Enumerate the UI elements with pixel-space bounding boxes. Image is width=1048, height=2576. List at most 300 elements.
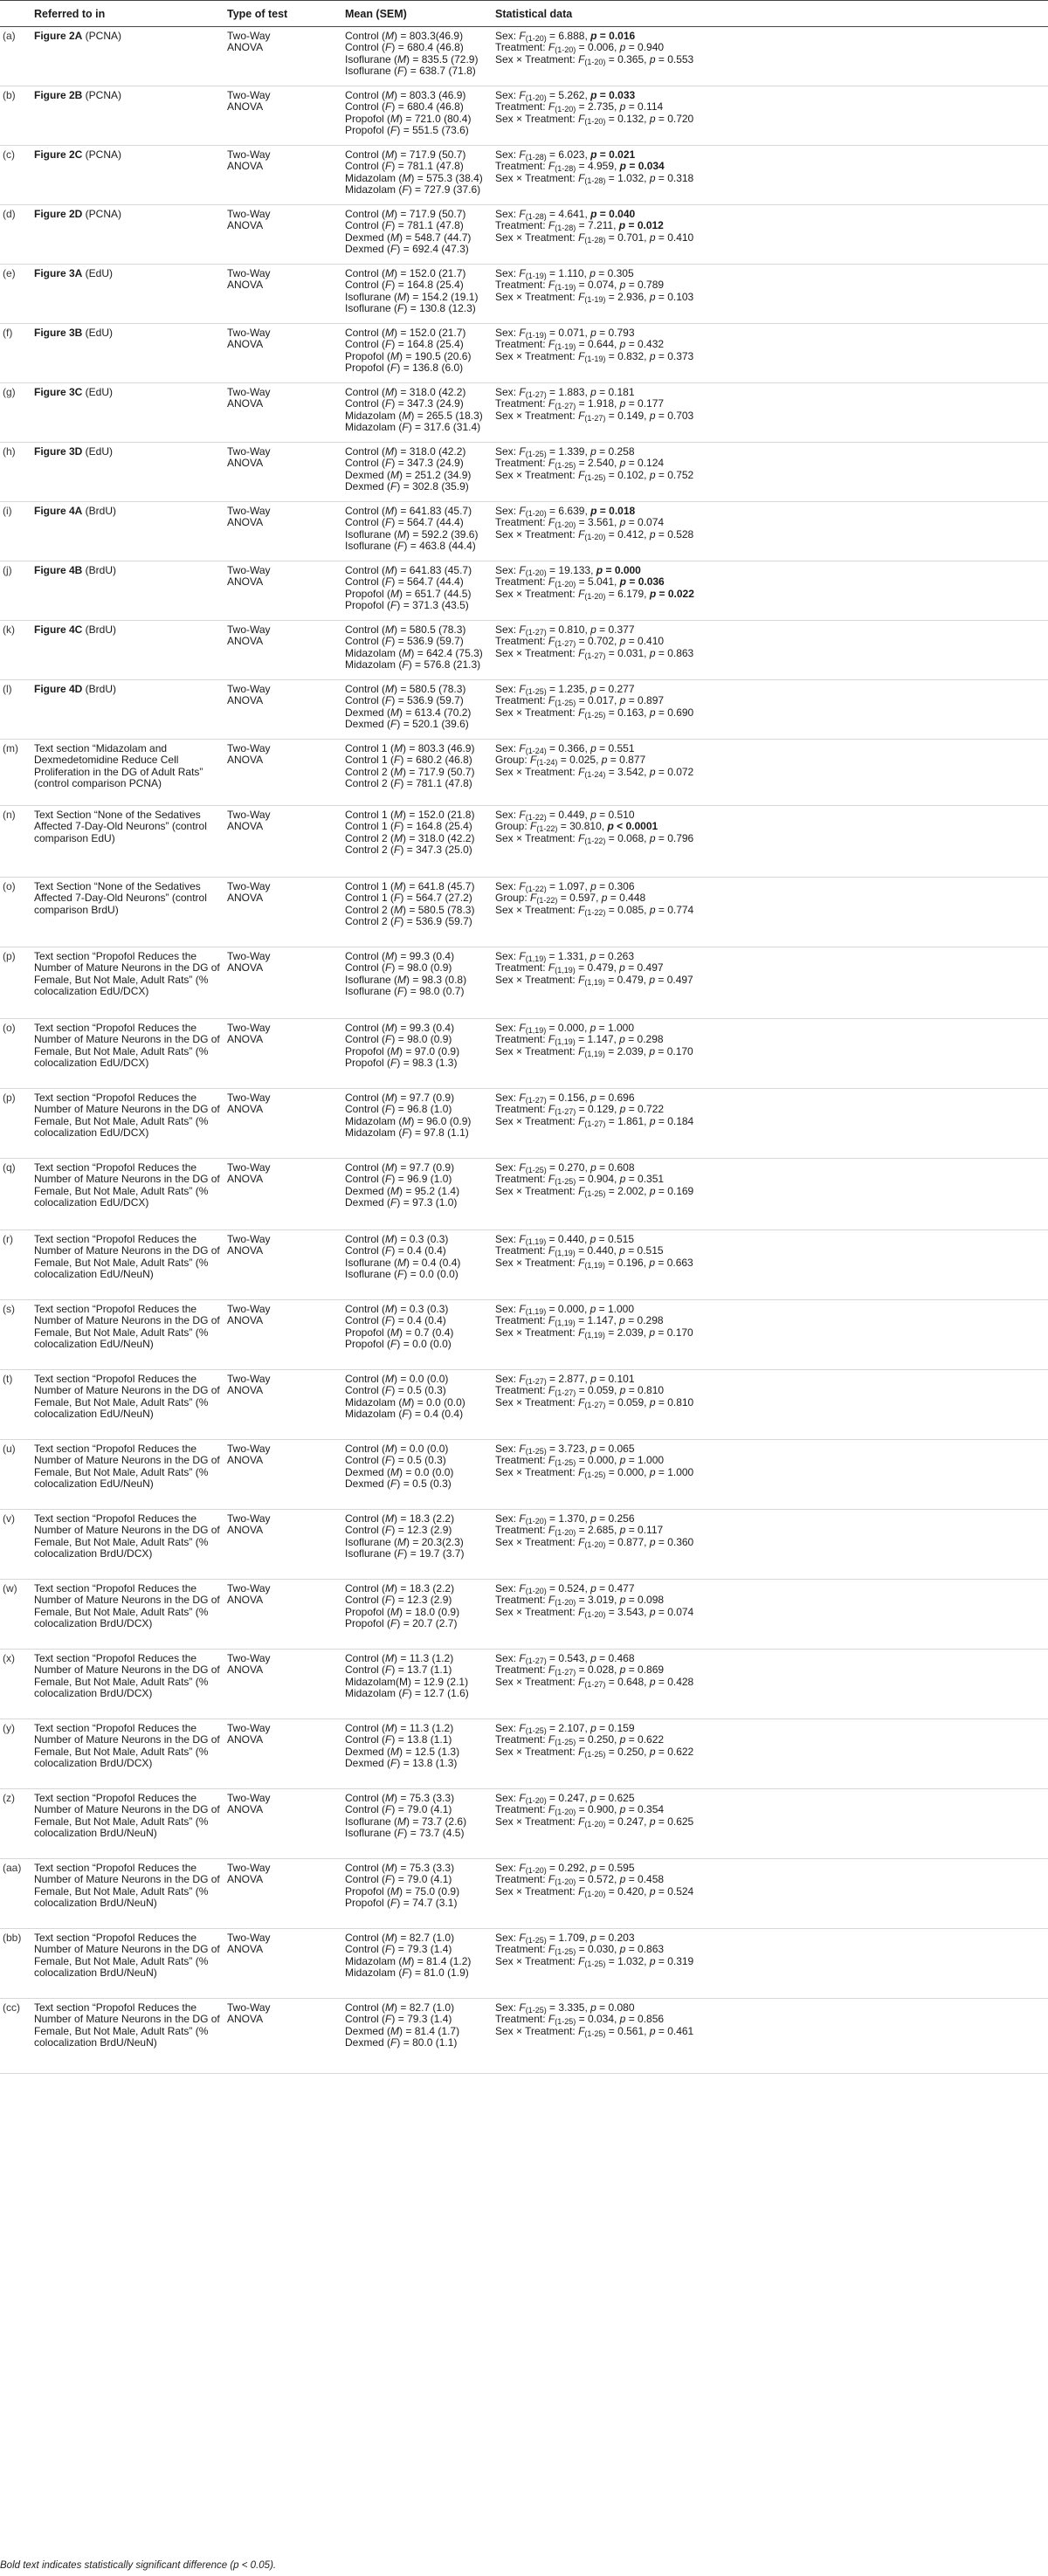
mean-sem-line: Control (M) = 0.0 (0.0) — [345, 1373, 449, 1385]
group-name: Control 2 — [345, 831, 388, 844]
mean-value: 75.0 (0.9) — [414, 1884, 460, 1898]
df-value: (1-19) — [584, 354, 606, 363]
sex-code: F — [385, 961, 392, 975]
p-value: 0.789 — [638, 279, 665, 292]
f-symbol: F — [519, 1233, 526, 1245]
group-name: Control 2 — [345, 915, 388, 928]
df-value: (1-20) — [525, 1866, 547, 1875]
p-part: p = 0.622 — [649, 1745, 694, 1758]
stat-line: Treatment: $F_{(1,19)} = 1.147$, p = 0.298 — [495, 1314, 664, 1328]
sex-code: F — [390, 362, 397, 375]
f-symbol: F — [519, 386, 526, 398]
stat-line: Sex: $F_{(1-25)} = 1.235$, p = 0.277 — [495, 683, 635, 696]
mean-sem-cell — [297, 680, 472, 740]
test-type-line: Two-Way — [227, 623, 271, 636]
group-name: Control — [345, 1233, 379, 1245]
mean-value: 641.83 (45.7) — [409, 564, 472, 576]
mean-value: 302.8 (35.9) — [412, 480, 469, 493]
mean-value: 81.4 (1.2) — [426, 1954, 472, 1967]
sex-code: M — [390, 349, 400, 362]
df-value: (1-20) — [555, 1808, 576, 1817]
sex-code: M — [385, 950, 395, 962]
p-part: p = 0.203 — [590, 1932, 635, 1944]
mean-value: 97.8 (1.1) — [424, 1126, 469, 1140]
effect-name: Sex × Treatment — [495, 1395, 573, 1409]
group-name: Control — [345, 1873, 379, 1886]
f-value: 0.648 — [617, 1675, 645, 1688]
test-type-line: ANOVA — [227, 1943, 264, 1956]
effect-name: Sex — [495, 327, 514, 339]
p-symbol: p — [590, 880, 596, 892]
effect-name: Treatment — [495, 1033, 543, 1046]
p-value: 0.608 — [608, 1161, 635, 1174]
effect-name: Sex × Treatment — [495, 171, 573, 184]
figure-ref: Figure 2C — [34, 148, 83, 161]
f-value: 0.810 — [558, 623, 585, 636]
mean-value: 13.8 (1.1) — [407, 1733, 452, 1746]
p-value: 0.863 — [667, 646, 694, 659]
table-row — [0, 680, 1048, 740]
effect-name: Sex × Treatment — [495, 1044, 573, 1057]
row-reference — [31, 561, 227, 621]
f-symbol: F — [578, 1815, 585, 1828]
stat-line: Sex: $F_{(1-20)} = 5.262$, p = 0.033 — [495, 89, 636, 102]
p-symbol: p — [590, 1161, 596, 1174]
f-value: 0.877 — [617, 1535, 645, 1548]
p-value: 0.524 — [667, 1884, 694, 1898]
f-symbol: F — [519, 1443, 526, 1455]
df-value: (1-20) — [525, 1796, 547, 1805]
p-value: 0.595 — [608, 1862, 635, 1874]
f-value: 0.479 — [587, 961, 614, 975]
f-value: 0.017 — [587, 694, 614, 707]
stat-line: Sex: $F_{(1-28)} = 6.023$, p = 0.021 — [495, 148, 636, 162]
stat-line: Sex × Treatment: $F_{(1-25)} = 0.250$, p = 0.622 — [495, 1745, 694, 1759]
p-value: 0.940 — [638, 41, 665, 54]
mean-sem-cell — [297, 1719, 460, 1789]
sex-code: M — [394, 765, 403, 778]
sex-code: F — [397, 985, 404, 998]
text-section-ref: Text section “Propofol Reduces the Number of Mature Neurons in the DG of Female, But Not Male, Adult Rats” (% colocalization EdU/NeuN) — [34, 1233, 220, 1281]
mean-sem-line: Control (M) = 18.3 (2.2) — [345, 1512, 455, 1525]
f-value: 0.132 — [617, 112, 645, 125]
table-row — [0, 947, 1048, 1019]
statistical-data-cell — [421, 621, 1048, 680]
test-type-line: Two-Way — [227, 742, 271, 754]
test-type-line: ANOVA — [227, 1173, 264, 1186]
df-value: (1,19) — [584, 1330, 605, 1340]
stat-line: Treatment: $F_{(1-27)} = 0.702$, p = 0.410 — [495, 635, 665, 649]
mean-sem-line: Control (F) = 79.3 (1.4) — [345, 2013, 452, 2026]
mean-sem-line: Control (F) = 98.0 (0.9) — [345, 961, 452, 975]
group-name: Control — [345, 1582, 379, 1595]
p-part: p = 0.477 — [590, 1582, 635, 1595]
p-value: 0.103 — [667, 290, 694, 303]
p-symbol: p — [649, 2024, 656, 2037]
mean-sem-cell — [297, 1650, 469, 1719]
group-name: Isoflurane — [345, 540, 391, 553]
mean-sem-line: Midazolam (M) = 265.5 (18.3) — [345, 409, 483, 422]
p-symbol: p — [619, 41, 626, 54]
p-part: p = 0.410 — [649, 231, 694, 244]
effect-name: Sex × Treatment — [495, 1256, 573, 1269]
mean-sem-line: Midazolam (F) = 81.0 (1.9) — [345, 1966, 469, 1980]
group-name: Control — [345, 160, 379, 173]
group-name: Isoflurane — [345, 1547, 391, 1560]
p-symbol: p — [649, 831, 656, 844]
mean-sem-line: Control (M) = 318.0 (42.2) — [345, 386, 466, 398]
mean-sem-line: Control (F) = 347.3 (24.9) — [345, 397, 464, 410]
p-part: p = 0.940 — [619, 41, 665, 54]
row-reference — [31, 1230, 227, 1300]
p-part: p = 0.877 — [601, 754, 646, 767]
figure-ref: Figure 3C — [34, 386, 83, 398]
mean-sem-line: Control (M) = 580.5 (78.3) — [345, 683, 466, 695]
df-value: (1-22) — [536, 896, 558, 906]
effect-name: Sex — [495, 809, 514, 821]
test-type-line: ANOVA — [227, 635, 264, 648]
mean-sem-cell — [297, 740, 475, 806]
group-name: Control — [345, 1862, 379, 1874]
f-symbol: F — [578, 1884, 585, 1898]
row-reference — [31, 1580, 227, 1650]
df-value: (1-25) — [525, 1166, 547, 1174]
df-value: (1-27) — [525, 1377, 547, 1386]
sex-code: F — [385, 1803, 392, 1816]
test-type — [227, 1789, 297, 1859]
f-value: 2.540 — [587, 457, 614, 470]
p-part: p = 0.703 — [649, 409, 694, 422]
f-symbol: F — [519, 208, 526, 220]
group-name: Control — [345, 267, 379, 279]
test-type — [227, 806, 297, 878]
sex-code: M — [397, 1256, 407, 1269]
p-value: 0.277 — [608, 683, 635, 695]
f-value: 2.039 — [617, 1326, 644, 1339]
p-part: p = 0.277 — [590, 683, 635, 695]
p-value: 0.124 — [638, 457, 665, 470]
p-value: 0.515 — [607, 1233, 635, 1245]
p-symbol: p — [649, 1675, 656, 1688]
p-part: p = 0.074 — [649, 1605, 694, 1618]
effect-name: Sex × Treatment — [495, 1675, 573, 1688]
p-value: 0.012 — [637, 219, 664, 232]
sex-code: M — [397, 1815, 407, 1828]
statistical-data-cell — [421, 878, 1048, 947]
f-value: 0.030 — [587, 1943, 614, 1956]
mean-sem-cell — [297, 1580, 460, 1650]
stat-line: Sex: $F_{(1-28)} = 4.641$, p = 0.040 — [495, 208, 636, 221]
effect-name: Sex — [495, 1161, 514, 1174]
df-value: (1-20) — [584, 591, 606, 601]
effect-name: Treatment — [495, 1524, 543, 1537]
group-name: Control — [345, 1663, 379, 1677]
mean-value: 98.0 (0.9) — [407, 1033, 452, 1046]
sex-code: F — [385, 694, 392, 707]
p-part: p = 1.000 — [619, 1454, 665, 1467]
sex-code: F — [385, 1524, 392, 1537]
mean-sem-line: Control (M) = 641.83 (45.7) — [345, 505, 472, 517]
test-type-line: ANOVA — [227, 1244, 264, 1257]
effect-name: Sex — [495, 1443, 514, 1455]
stat-line: Treatment: $F_{(1-20)} = 0.900$, p = 0.354 — [495, 1803, 665, 1817]
f-symbol: F — [548, 1803, 555, 1816]
mean-sem-line: Control (M) = 318.0 (42.2) — [345, 445, 466, 458]
stat-line: Treatment: $F_{(1-27)} = 0.059$, p = 0.810 — [495, 1384, 665, 1398]
group-name: Propofol — [345, 1326, 384, 1339]
stat-line: Treatment: $F_{(1-27)} = 0.028$, p = 0.869 — [495, 1663, 665, 1677]
mean-sem-line: Control 1 (M) = 641.8 (45.7) — [345, 880, 475, 892]
f-value: 1.097 — [558, 880, 585, 892]
effect-name: Treatment — [495, 1244, 543, 1257]
p-value: 0.810 — [667, 1395, 694, 1409]
stat-line: Sex: $F_{(1-25)} = 3.335$, p = 0.080 — [495, 2001, 635, 2015]
mean-sem-cell — [297, 1230, 461, 1300]
group-name: Midazolam(M) — [345, 1675, 412, 1688]
effect-name: Sex × Treatment — [495, 409, 573, 422]
f-value: 0.025 — [569, 754, 596, 767]
p-part: p = 0.360 — [649, 1535, 694, 1548]
mean-sem-line: Dexmed (M) = 251.2 (34.9) — [345, 468, 472, 481]
mean-value: 0.3 (0.3) — [409, 1303, 449, 1315]
table-row — [0, 1159, 1048, 1230]
row-label: (g) — [3, 386, 16, 398]
mean-value: 12.3 (2.9) — [407, 1524, 452, 1537]
p-symbol: p — [590, 208, 597, 220]
f-symbol: F — [548, 635, 555, 648]
mean-sem-line: Isoflurane (F) = 130.8 (12.3) — [345, 302, 476, 315]
sex-code: M — [397, 290, 407, 303]
mean-sem-line: Control (M) = 99.3 (0.4) — [345, 1022, 455, 1034]
f-symbol: F — [519, 445, 526, 458]
p-symbol: p — [590, 1722, 596, 1734]
stat-line: Treatment: $F_{(1,19)} = 0.440$, p = 0.515 — [495, 1244, 664, 1258]
test-type — [227, 265, 297, 324]
mean-sem-line: Control (M) = 97.7 (0.9) — [345, 1161, 455, 1174]
group-name: Control 2 — [345, 844, 388, 857]
f-value: 1.032 — [617, 1954, 645, 1967]
group-name: Propofol — [345, 349, 384, 362]
p-part: p = 0.468 — [590, 1652, 635, 1664]
p-symbol: p — [590, 950, 596, 962]
group-name: Propofol — [345, 1617, 384, 1630]
p-symbol: p — [590, 327, 596, 339]
table-row — [0, 1929, 1048, 1999]
figure-marker: (EdU) — [82, 267, 114, 279]
df-value: (1-28) — [525, 212, 547, 221]
sex-code: M — [385, 1022, 395, 1034]
sex-code: F — [402, 1687, 409, 1700]
sex-code: M — [390, 468, 400, 481]
f-symbol: F — [578, 765, 585, 778]
effect-name: Treatment — [495, 1314, 543, 1327]
stat-line: Sex × Treatment: $F_{(1-20)} = 0.365$, p = 0.553 — [495, 52, 694, 66]
f-symbol: F — [548, 338, 555, 351]
p-value: 0.497 — [637, 961, 664, 975]
mean-sem-line: Isoflurane (M) = 20.3(2.3) — [345, 1535, 464, 1548]
mean-sem-line: Midazolam (F) = 12.7 (1.6) — [345, 1687, 469, 1700]
test-type-line: Two-Way — [227, 1443, 271, 1455]
stat-line: Sex: $F_{(1,19)} = 0.000$, p = 1.000 — [495, 1022, 635, 1035]
f-symbol: F — [578, 290, 585, 303]
mean-sem-line: Propofol (F) = 551.5 (73.6) — [345, 124, 469, 137]
mean-sem-cell — [297, 146, 483, 205]
p-part: p = 0.752 — [649, 468, 694, 481]
df-value: (1,19) — [584, 1260, 605, 1270]
p-part: p = 0.789 — [619, 279, 665, 292]
f-value: 0.597 — [569, 892, 596, 905]
mean-sem-line: Control (M) = 0.3 (0.3) — [345, 1233, 449, 1245]
mean-value: 781.1 (47.8) — [407, 219, 464, 232]
row-reference — [31, 878, 227, 947]
p-part: p = 0.184 — [649, 1114, 694, 1127]
p-symbol: p — [649, 52, 656, 65]
p-value: 0.877 — [619, 754, 646, 767]
test-type-line: Two-Way — [227, 208, 271, 220]
f-value: 1.370 — [558, 1512, 585, 1525]
p-part: p = 0.306 — [590, 880, 635, 892]
statistical-data-cell — [421, 947, 1048, 1019]
df-value: (1-27) — [584, 1679, 606, 1689]
effect-name: Treatment — [495, 516, 543, 529]
test-type — [227, 324, 297, 383]
sex-code: M — [390, 2024, 400, 2037]
p-value: 0.625 — [608, 1792, 635, 1804]
stat-line: Group: $F_{(1-24)} = 0.025$, p = 0.877 — [495, 754, 646, 768]
figure-ref: Figure 2D — [34, 208, 83, 220]
sex-code: F — [385, 457, 392, 470]
df-value: (1-20) — [584, 1609, 606, 1619]
sex-code: F — [385, 160, 392, 173]
stat-line: Sex × Treatment: $F_{(1-25)} = 0.163$, p = 0.690 — [495, 706, 694, 720]
f-value: 1.709 — [558, 1932, 585, 1944]
p-symbol: p — [619, 1943, 626, 1956]
group-name: Control — [345, 1244, 379, 1257]
p-significant: p = 0.012 — [618, 219, 664, 232]
table-row — [0, 27, 1048, 86]
p-significant: p = 0.033 — [590, 89, 636, 101]
f-symbol: F — [519, 950, 526, 962]
f-symbol: F — [548, 457, 555, 470]
stat-line: Sex: $F_{(1-19)} = 1.110$, p = 0.305 — [495, 267, 634, 280]
sex-code: M — [390, 1184, 400, 1197]
df-value: (1-24) — [525, 747, 547, 755]
effect-name: Sex — [495, 1932, 514, 1944]
mean-sem-cell — [297, 86, 472, 146]
effect-name: Sex × Treatment — [495, 1184, 573, 1197]
p-symbol: p — [649, 646, 656, 659]
effect-name: Sex × Treatment — [495, 231, 573, 244]
f-symbol: F — [519, 327, 526, 339]
row-label: (i) — [3, 505, 12, 517]
figure-marker: (BrdU) — [82, 505, 117, 517]
mean-sem-line: Midazolam (M) = 575.3 (38.4) — [345, 171, 483, 184]
mean-sem-line: Control (F) = 96.9 (1.0) — [345, 1173, 452, 1186]
p-value: 0.856 — [638, 2013, 665, 2026]
statistical-data-cell — [421, 1580, 1048, 1650]
mean-sem-line: Dexmed (M) = 548.7 (44.7) — [345, 231, 472, 244]
f-value: 0.156 — [558, 1092, 585, 1104]
stat-line: Sex × Treatment: $F_{(1-27)} = 1.861$, p = 0.184 — [495, 1114, 694, 1128]
p-symbol: p — [619, 2013, 626, 2026]
sex-code: F — [385, 338, 392, 351]
test-type — [227, 1929, 297, 1999]
p-symbol: p — [590, 1373, 596, 1385]
p-part: p = 0.810 — [619, 1384, 665, 1397]
sex-code: M — [402, 1954, 411, 1967]
row-reference — [31, 205, 227, 265]
effect-name: Treatment — [495, 457, 543, 470]
p-value: 0.774 — [667, 903, 694, 916]
sex-code: F — [402, 1966, 409, 1980]
stat-line: Treatment: $F_{(1-25)} = 0.030$, p = 0.863 — [495, 1943, 665, 1957]
mean-sem-cell — [297, 878, 475, 947]
f-value: 0.561 — [617, 2024, 645, 2037]
statistical-data-cell — [421, 443, 1048, 502]
p-significant: p = 0.000 — [596, 564, 641, 576]
df-value: (1-25) — [555, 461, 576, 471]
mean-value: 164.8 (25.4) — [407, 279, 464, 292]
test-type — [227, 1859, 297, 1929]
group-name: Control 1 — [345, 892, 388, 905]
df-value: (1-27) — [584, 413, 606, 423]
group-name: Midazolam — [345, 171, 396, 184]
mean-value: 75.3 (3.3) — [409, 1792, 455, 1804]
effect-name: Treatment — [495, 1943, 543, 1956]
p-part: p = 0.169 — [649, 1184, 694, 1197]
p-significant: p = 0.018 — [590, 505, 636, 517]
stat-line: Treatment: $F_{(1-20)} = 5.041$, p = 0.036 — [495, 575, 665, 589]
group-name: Control 1 — [345, 754, 388, 767]
row-reference — [31, 1019, 227, 1089]
df-value: (1-27) — [525, 628, 547, 637]
f-symbol: F — [578, 1745, 585, 1758]
p-part: p = 0.856 — [619, 2013, 665, 2026]
stat-line: Treatment: $F_{(1,19)} = 1.147$, p = 0.298 — [495, 1033, 664, 1047]
mean-value: 152.0 (21.7) — [409, 267, 466, 279]
group-name: Control — [345, 516, 379, 529]
group-name: Propofol — [345, 1338, 384, 1351]
df-value: (1-20) — [584, 1539, 606, 1549]
f-value: 1.918 — [587, 397, 614, 410]
row-reference — [31, 443, 227, 502]
df-value: (1-25) — [584, 1188, 606, 1198]
mean-sem-line: Dexmed (F) = 692.4 (47.3) — [345, 243, 469, 256]
sex-code: F — [394, 820, 401, 833]
mean-sem-line: Propofol (M) = 97.0 (0.9) — [345, 1044, 460, 1057]
sex-code: M — [390, 1884, 400, 1898]
mean-value: 0.0 (0.0) — [409, 1373, 449, 1385]
effect-name: Treatment — [495, 1173, 543, 1186]
effect-name: Sex × Treatment — [495, 1535, 573, 1548]
group-name: Control — [345, 397, 379, 410]
sex-code: F — [385, 41, 392, 54]
f-symbol: F — [519, 880, 526, 892]
p-symbol: p — [619, 397, 626, 410]
f-value: 0.068 — [617, 831, 645, 844]
effect-name: Treatment — [495, 694, 543, 707]
statistical-data-cell — [421, 680, 1048, 740]
df-value: (1-27) — [555, 402, 576, 411]
group-name: Control 2 — [345, 903, 388, 916]
p-part: p = 0.098 — [619, 1594, 665, 1607]
f-value: 3.019 — [587, 1594, 614, 1607]
effect-name: Sex — [495, 208, 514, 220]
test-type-line: Two-Way — [227, 1512, 271, 1525]
f-symbol: F — [578, 646, 585, 659]
group-name: Midazolam — [345, 658, 396, 672]
effect-name: Sex — [495, 1652, 514, 1664]
